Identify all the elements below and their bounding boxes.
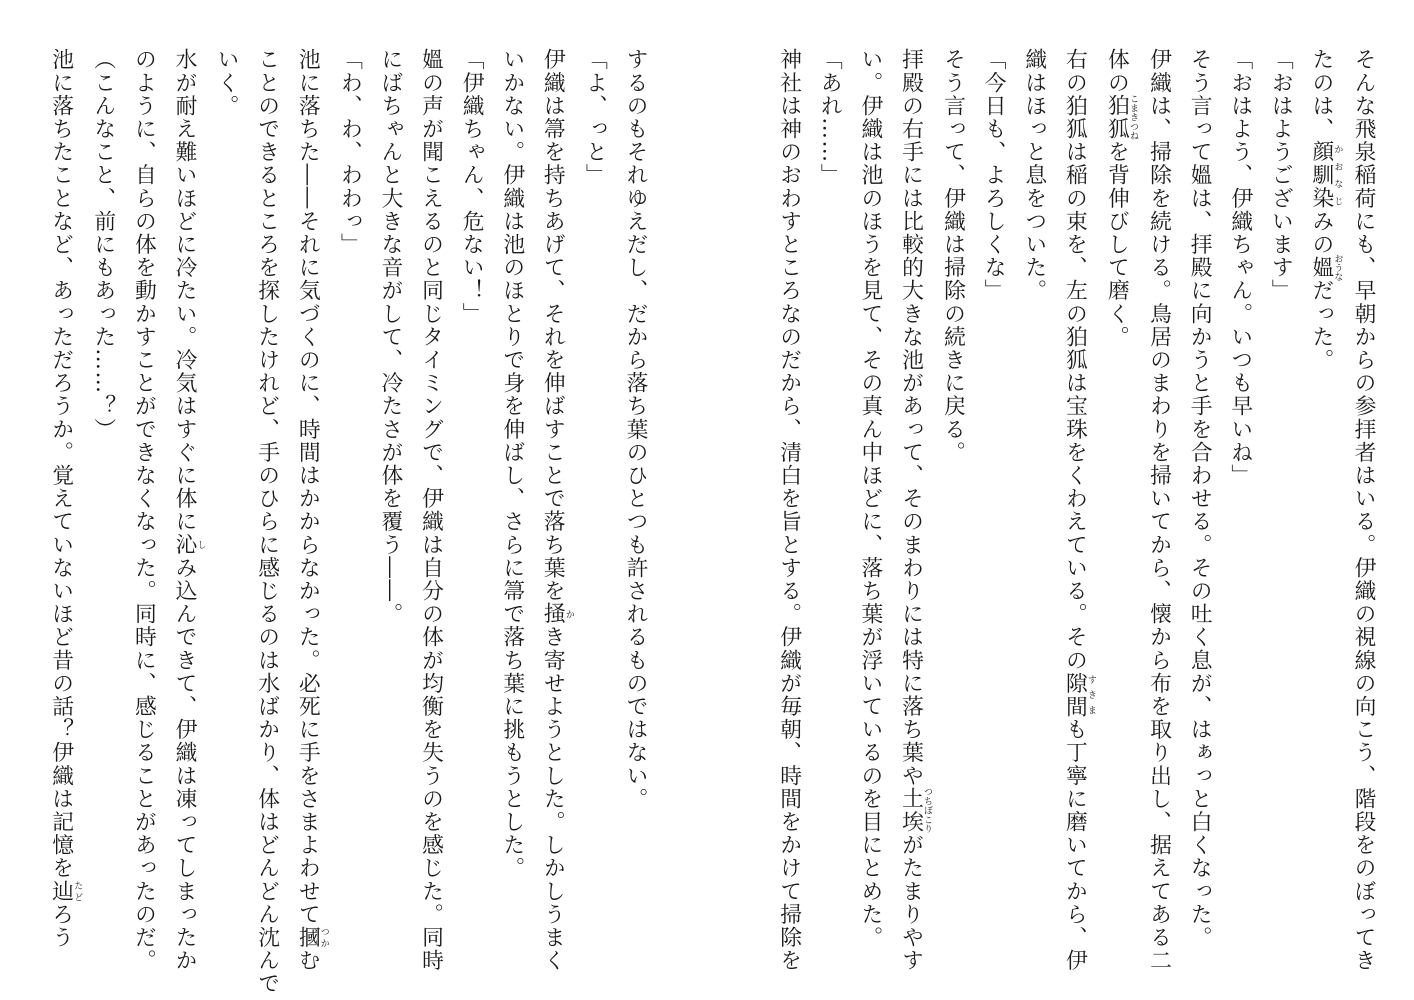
ruby-annotation [1308, 253, 1343, 281]
ruby-base: 沁 [171, 533, 197, 557]
text-line: いく。 [214, 48, 240, 118]
text-line: 「伊織ちゃん、危ない！」 [459, 48, 485, 326]
ruby-base: 掻 [540, 602, 566, 626]
text-segment: む [295, 948, 321, 973]
ruby-base: 顔馴染 [1308, 140, 1334, 210]
ruby-annotation [295, 925, 329, 949]
text-segment: 水が耐え難いほどに冷たい。冷気はすぐに体に [171, 48, 197, 534]
furigana: かおなじ [1332, 140, 1343, 210]
text-segment: き寄せようとした。しかしうまく [540, 625, 566, 973]
text-line: にばちゃんと大きな音がして、冷たさが体を覆う――。 [377, 48, 403, 626]
text-line: ことのできるところを探したけれど、手のひらに感じるのは水ばかり、体はどんどん沈んで [254, 48, 280, 996]
text-segment: 池に落ちたことなど、あっただろうか。覚えていないほど昔の話？伊織は記憶を [48, 48, 74, 880]
text-line [1096, 48, 1138, 968]
text-segment: も丁寧に磨いてから、伊 [1062, 717, 1088, 973]
text-line: い。伊織は池のほうを見て、その真ん中ほどに、落ち葉が浮いているのを目にとめた。 [857, 48, 883, 949]
ruby-base: 辿 [48, 879, 74, 903]
text-line [40, 48, 82, 968]
text-segment: 拝殿の右手には比較的大きな池があって、そのまわりには特に落ち葉や [898, 48, 924, 788]
text-segment: たのは、 [1308, 48, 1334, 141]
text-line: 「今日も、よろしくな」 [981, 48, 1007, 303]
ruby-base: 土埃 [898, 787, 924, 834]
text-line [287, 48, 329, 973]
text-line: 「おはようございます」 [1268, 48, 1294, 303]
furigana: し [195, 533, 206, 557]
text-line [890, 48, 932, 973]
text-segment: 伊織は箒を持ちあげて、それを伸ばすことで落ち葉を [540, 48, 566, 603]
text-segment: ろう [48, 902, 74, 949]
text-line: （こんなこと、前にもあった……？） [90, 48, 116, 441]
text-line: いかない。伊織は池のほとりで身を伸ばし、さらに箒で落ち葉に挑もうとした。 [499, 48, 525, 880]
furigana: おうな [1332, 253, 1343, 281]
ruby-base: 媼 [1308, 253, 1334, 281]
text-segment: み込んできて、伊織は凍ってしまったか [171, 556, 197, 973]
furigana: すきま [1085, 671, 1096, 718]
ruby-annotation [1104, 94, 1138, 141]
text-line: そう言って媼は、拝殿に向かうと手を合わせる。その吐く息が、はぁっと白くなった。 [1187, 48, 1213, 949]
text-segment: がたまりやす [898, 833, 924, 973]
ruby-annotation [1062, 671, 1096, 718]
text-line: 「おはよう、伊織ちゃん。いつも早いね」 [1227, 48, 1253, 487]
furigana: たど [72, 879, 83, 903]
left-page-text [40, 48, 655, 996]
ruby-annotation [898, 787, 932, 834]
text-line: 「よ、っと」 [582, 48, 608, 187]
furigana: か [563, 602, 574, 626]
text-line: 神社は神のおわすところなのだから、清白を旨とする。伊織が毎朝、時間をかけて掃除を [776, 48, 802, 972]
text-line: 「あれ……」 [817, 48, 843, 187]
furigana: つか [318, 925, 329, 949]
text-line: 媼の声が聞こえるのと同じタイミングで、伊織は自分の体が均衡を失うのを感じた。同時 [418, 48, 444, 972]
text-segment: 体の [1104, 48, 1130, 95]
ruby-base: 狛狐 [1104, 94, 1130, 141]
text-line [1054, 48, 1096, 973]
text-line: 「わ、わ、わわっ」 [337, 48, 363, 256]
right-page-text [768, 48, 1383, 973]
furigana: こまきつね [1127, 94, 1138, 141]
text-line: のように、自らの体を動かすことができなくなった。同時に、感じることがあったのだ。 [131, 48, 157, 972]
ruby-base: 摑 [295, 925, 321, 949]
text-line: 織はほっと息をついた。 [1021, 48, 1047, 303]
text-line [163, 48, 206, 973]
text-line [532, 48, 574, 973]
text-segment: を背伸びして磨く。 [1104, 140, 1130, 349]
text-line: そう言って、伊織は掃除の続きに戻る。 [940, 48, 966, 464]
text-line: そんな飛泉稲荷にも、早朝からの参拝者はいる。伊織の視線の向こう、階段をのぼってき [1351, 48, 1376, 972]
text-segment: 右の狛狐は稲の束を、左の狛狐は宝珠をくわえている。その [1062, 48, 1088, 672]
text-line [1300, 48, 1342, 968]
furigana: つちぼこり [921, 787, 932, 834]
ruby-annotation [48, 879, 83, 903]
text-segment: みの [1308, 209, 1334, 256]
ruby-annotation [1308, 140, 1343, 210]
text-line: 伊織は、掃除を続ける。鳥居のまわりを掃いてから、懐から布を取り出し、据えてある二 [1146, 48, 1172, 972]
ruby-base: 隙間 [1062, 671, 1088, 718]
right-page [707, 0, 1414, 1000]
ruby-annotation [540, 602, 574, 626]
text-segment: 池に落ちた――それに気づくのに、時間はかからなかった。必死に手をさまよわせて [295, 48, 321, 926]
text-segment: だった。 [1308, 279, 1334, 372]
ruby-annotation [171, 533, 206, 557]
text-line: するのもそれゆえだし、だから落ち葉のひとつも許されるものではない。 [623, 48, 648, 811]
